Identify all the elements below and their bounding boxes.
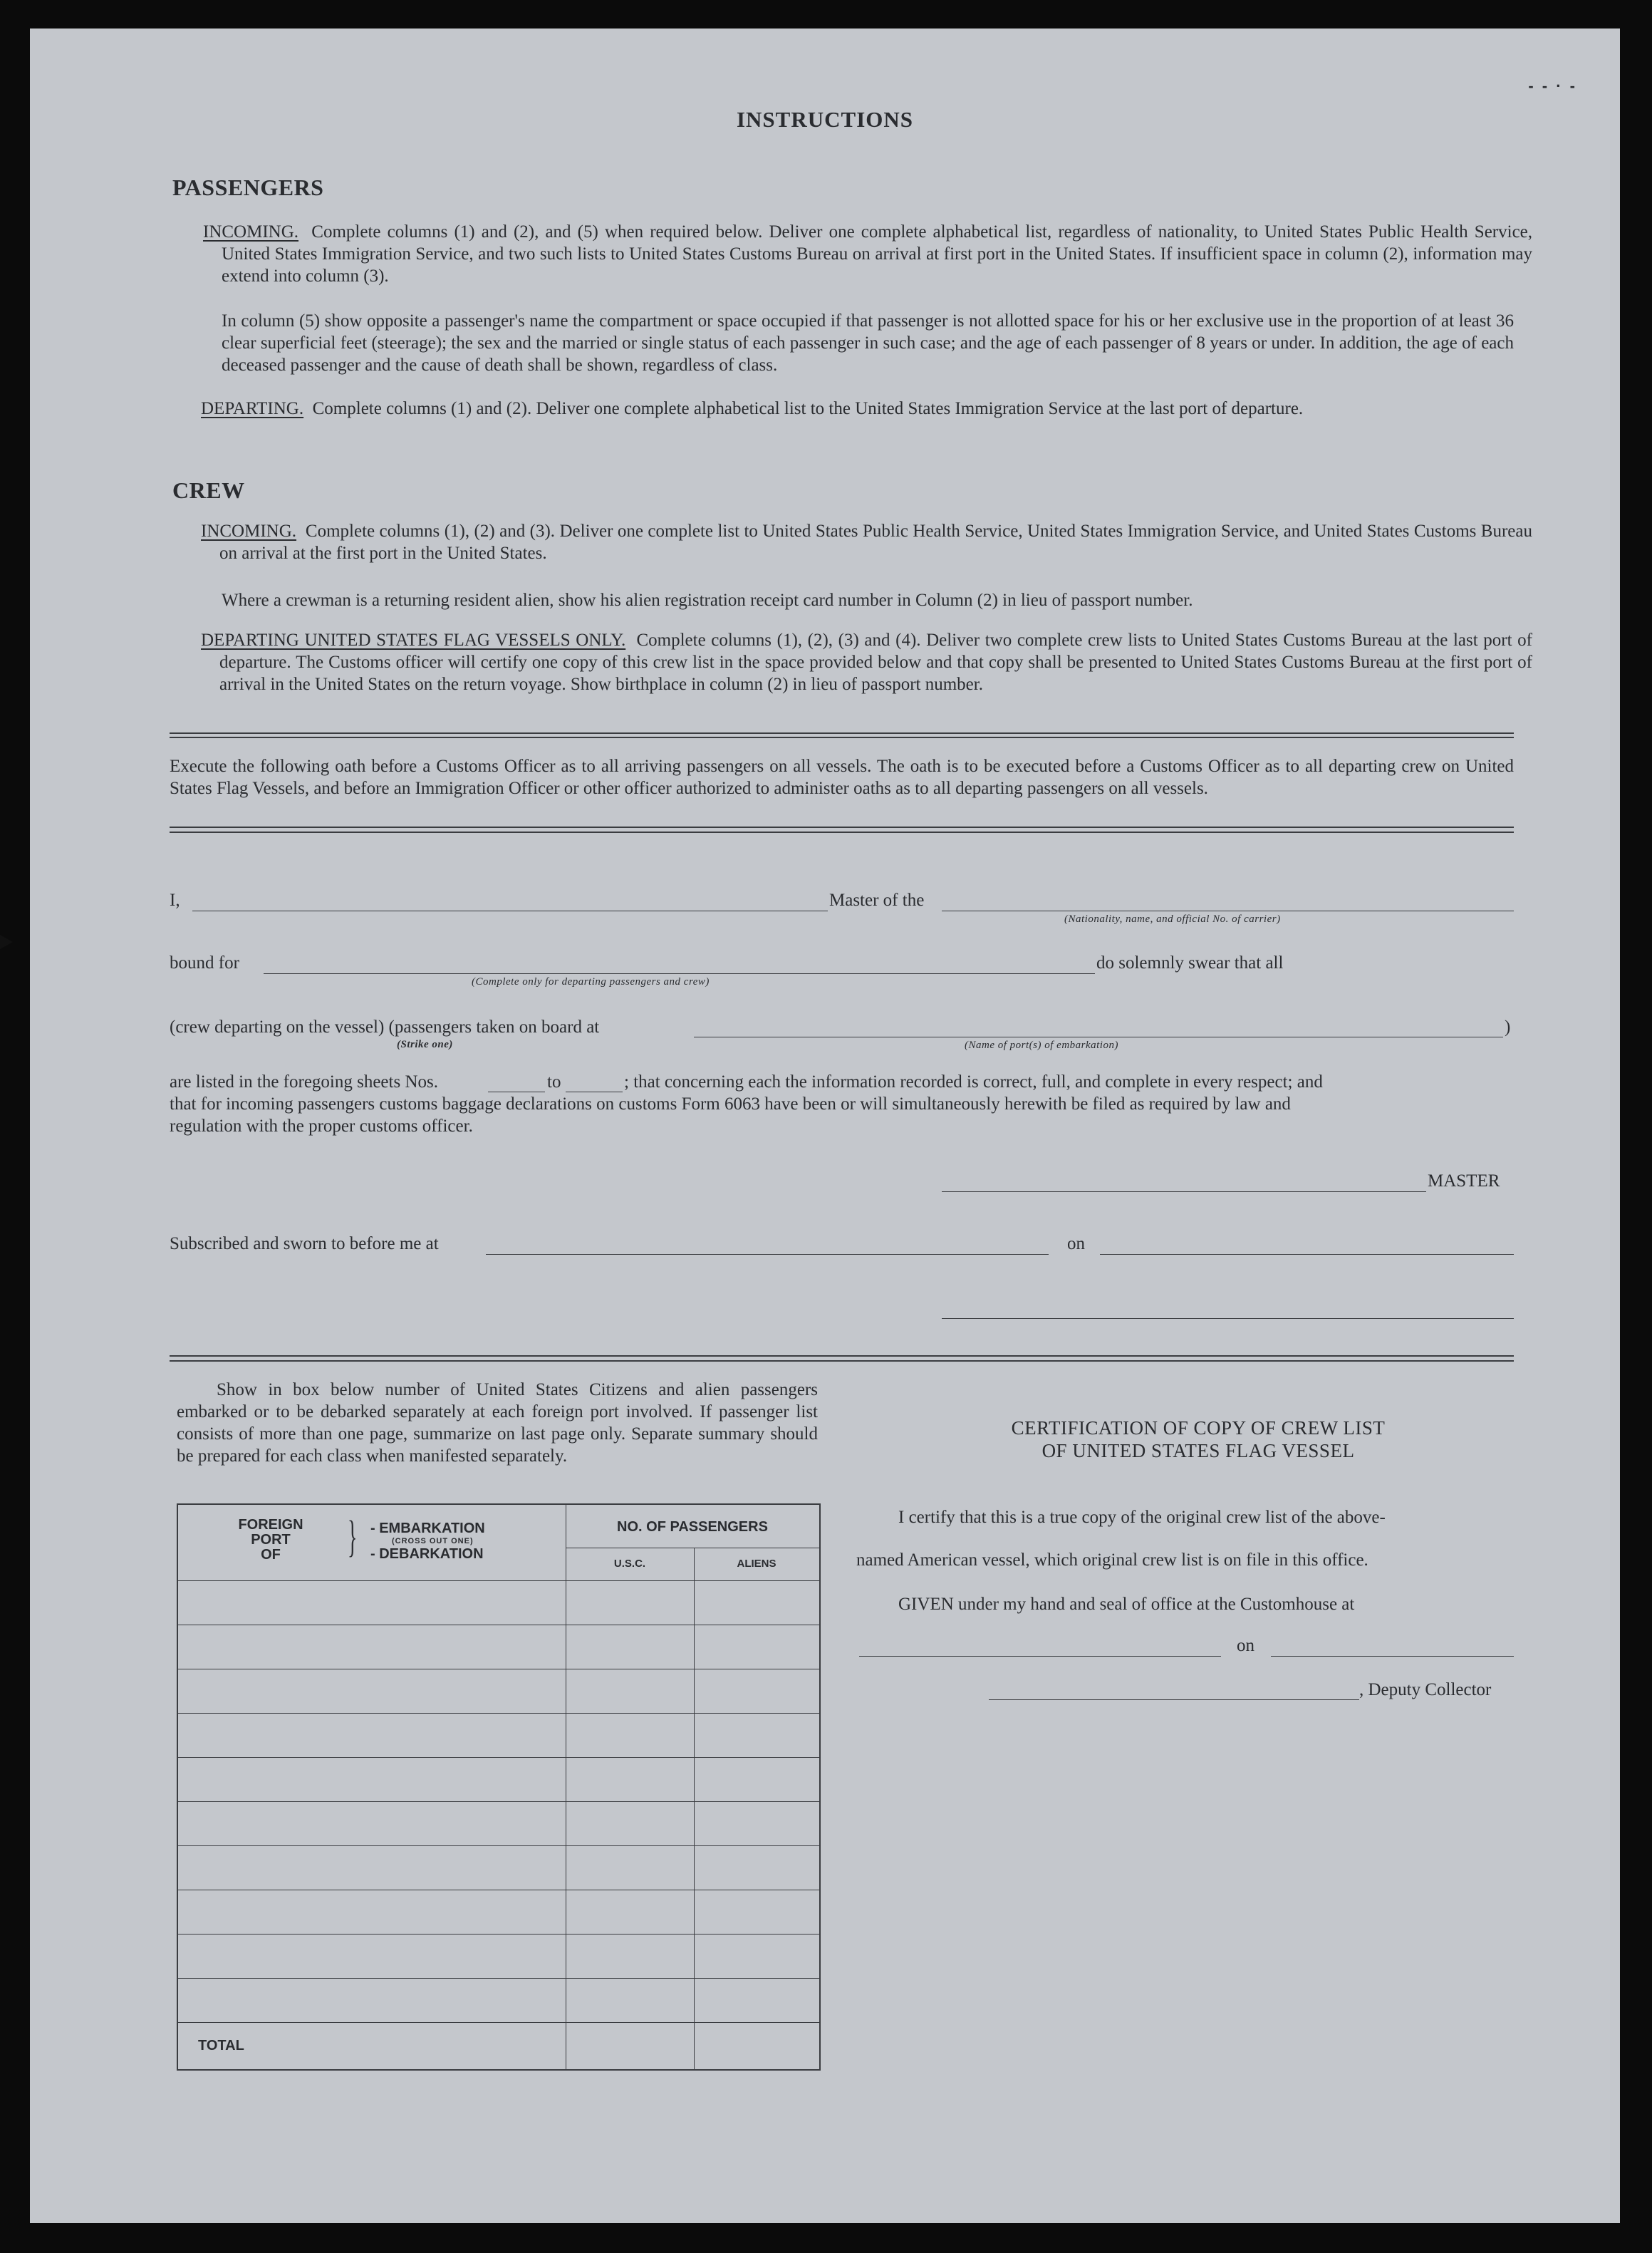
officer-signature-field[interactable] [942, 1318, 1514, 1319]
divider-bottom-2 [170, 1360, 1514, 1362]
swear-label: do solemnly swear that all [1096, 953, 1284, 973]
crew-heading: CREW [172, 477, 245, 503]
strike-one-caption: (Strike one) [397, 1039, 453, 1050]
divider-top-2 [170, 737, 1514, 738]
table-row-rule [178, 1757, 819, 1758]
bound-for-caption: (Complete only for departing passengers and crew) [472, 976, 710, 988]
master-of-label: Master of the [829, 891, 925, 910]
usc-header: U.S.C. [613, 1558, 646, 1570]
certification-title [878, 1416, 1519, 1462]
port-header-line2: PORT [251, 1532, 291, 1548]
cross-out-note: (CROSS OUT ONE) [392, 1537, 474, 1545]
divider-bottom-1 [170, 1355, 1514, 1357]
sheets-prefix: are listed in the foregoing sheets Nos. [170, 1072, 438, 1092]
crew-departing-text: Complete columns (1), (2), (3) and (4). Deliver two complete crew lists to United States Customs Bureau at the last port of departure. The Customs officer will certify one copy of this crew list in the space provided below and that copy shall be presented to United States Customs Bureau at the first port of arrival in the United States on the return voyage. Show birthplace in column (2) in lieu of passport number. [219, 631, 1532, 694]
corner-mark: - - · - [1528, 77, 1577, 95]
master-label: MASTER [1428, 1171, 1500, 1191]
strike-one-label: (crew departing on the vessel) (passengers taken on board at [170, 1017, 600, 1037]
certification-date-field[interactable] [1271, 1656, 1514, 1657]
divider-oath-2 [170, 832, 1514, 833]
port-header [228, 1518, 313, 1563]
embarkation-option[interactable]: - EMBARKATION [370, 1521, 485, 1536]
passengers-incoming-text: Complete columns (1) and (2), and (5) when required below. Deliver one complete alphabetical list, regardless of nationality, to United States Public Health Service, United States Immigration Service, and two such lists to United States Customs Bureau on arrival at first port in the United States. If insufficient space in column (2), information may extend into column (3). [222, 222, 1533, 286]
form-page [30, 29, 1620, 2223]
certification-on-label: on [1237, 1636, 1254, 1655]
crew-incoming-paragraph [201, 520, 1532, 564]
oath-intro: Execute the following oath before a Customs Officer as to all arriving passengers on all vessels. The oath is to be executed before a Customs Officer as to all departing crew on United States Flag Vessels, and before an Immigration Officer or other officer authorized to administer oaths as to all departing passengers on all vessels. [170, 757, 1514, 798]
sheets-line2: that for incoming passengers customs baggage declarations on customs Form 6063 have been or will simultaneously herewith be filed as required by law and [170, 1094, 1291, 1114]
page-edge-marker [0, 935, 13, 949]
brace-icon: } [348, 1513, 358, 1561]
master-signature-field[interactable] [942, 1191, 1426, 1192]
crew-resident-paragraph: Where a crewman is a returning resident alien, show his alien registration receipt card number in Column (2) in lieu of passport number. [222, 591, 1193, 610]
passengers-departing-paragraph [201, 398, 1532, 420]
customhouse-field[interactable] [859, 1656, 1221, 1657]
crew-departing-paragraph [201, 629, 1532, 695]
sheets-line3: regulation with the proper customs officer. [170, 1117, 473, 1136]
i-label: I, [170, 891, 180, 910]
sworn-date-field[interactable] [1100, 1254, 1514, 1255]
carrier-caption: (Nationality, name, and official No. of carrier) [1064, 913, 1281, 925]
crew-incoming-text: Complete columns (1), (2) and (3). Deliver one complete list to United States Public Health Service, United States Immigration Service, and United States Customs Bureau on arrival at the first port in the United States. [219, 522, 1532, 563]
passengers-column5-paragraph: In column (5) show opposite a passenger's name the compartment or space occupied if that passenger is not allotted space for his or her exclusive use in the proportion of at least 36 clear superficial feet (steerage); the sex and the married or single status of each passenger in such case; and the age of each passenger of 8 years or under. In addition, the age of each deceased passenger and the cause of death shall be shown, regardless of class. [222, 311, 1514, 375]
bound-for-label: bound for [170, 953, 239, 973]
table-row-rule [178, 1845, 819, 1846]
passengers-departing-lead: DEPARTING. [201, 399, 304, 418]
table-row-rule [178, 1978, 819, 1979]
passengers-count-header: NO. OF PASSENGERS [617, 1519, 768, 1535]
table-divider-usc [694, 1548, 695, 2069]
sheets-to-label: to [547, 1072, 561, 1092]
close-paren: ) [1505, 1017, 1511, 1037]
certification-line2: named American vessel, which original crew list is on file in this office. [856, 1550, 1368, 1570]
aliens-header: ALIENS [737, 1558, 776, 1570]
sworn-place-field[interactable] [486, 1254, 1049, 1255]
deputy-collector-signature-field[interactable] [989, 1699, 1359, 1700]
table-header-rule [178, 1580, 819, 1581]
port-header-line3: OF [261, 1547, 281, 1563]
crew-departing-lead: DEPARTING UNITED STATES FLAG VESSELS ONLY. [201, 631, 626, 650]
table-row-rule [178, 1934, 819, 1935]
sworn-on-label: on [1067, 1234, 1085, 1253]
certification-line1: I certify that this is a true copy of the original crew list of the above- [898, 1508, 1386, 1527]
ports-caption: (Name of port(s) of embarkation) [965, 1040, 1118, 1051]
divider-top-1 [170, 732, 1514, 734]
deputy-collector-label: , Deputy Collector [1359, 1680, 1492, 1699]
passengers-incoming-paragraph [203, 221, 1532, 287]
subscribed-label: Subscribed and sworn to before me at [170, 1234, 439, 1253]
table-row-rule [178, 2022, 819, 2023]
divider-oath-1 [170, 827, 1514, 828]
sheets-line1-rest: ; that concerning each the information recorded is correct, full, and complete in every respect; and [624, 1072, 1323, 1092]
summary-instructions: Show in box below number of United States Citizens and alien passengers embarked or to be debarked separately at each foreign port involved. If passenger list consists of more than one page, summarize on last page only. Separate summary should be prepared for each class when manifested separately. [177, 1380, 818, 1466]
passengers-departing-text: Complete columns (1) and (2). Deliver one complete alphabetical list to the United States Immigration Service at the last port of departure. [312, 399, 1304, 418]
certification-title-line1: CERTIFICATION OF COPY OF CREW LIST [1011, 1417, 1386, 1439]
passengers-incoming-lead: INCOMING. [203, 222, 299, 242]
certification-line3: GIVEN under my hand and seal of office at the Customhouse at [898, 1595, 1355, 1614]
certification-title-line2: OF UNITED STATES FLAG VESSEL [1041, 1440, 1355, 1461]
table-row-rule [178, 1801, 819, 1802]
port-header-line1: FOREIGN [238, 1517, 303, 1533]
table-row-rule [178, 1713, 819, 1714]
crew-incoming-lead: INCOMING. [201, 522, 297, 541]
debarkation-option[interactable]: - DEBARKATION [370, 1546, 484, 1562]
total-label: TOTAL [198, 2038, 244, 2053]
page-title: INSTRUCTIONS [736, 107, 913, 132]
bound-for-field[interactable] [264, 973, 1095, 974]
passengers-heading: PASSENGERS [172, 175, 324, 200]
passenger-summary-table [177, 1503, 821, 2071]
